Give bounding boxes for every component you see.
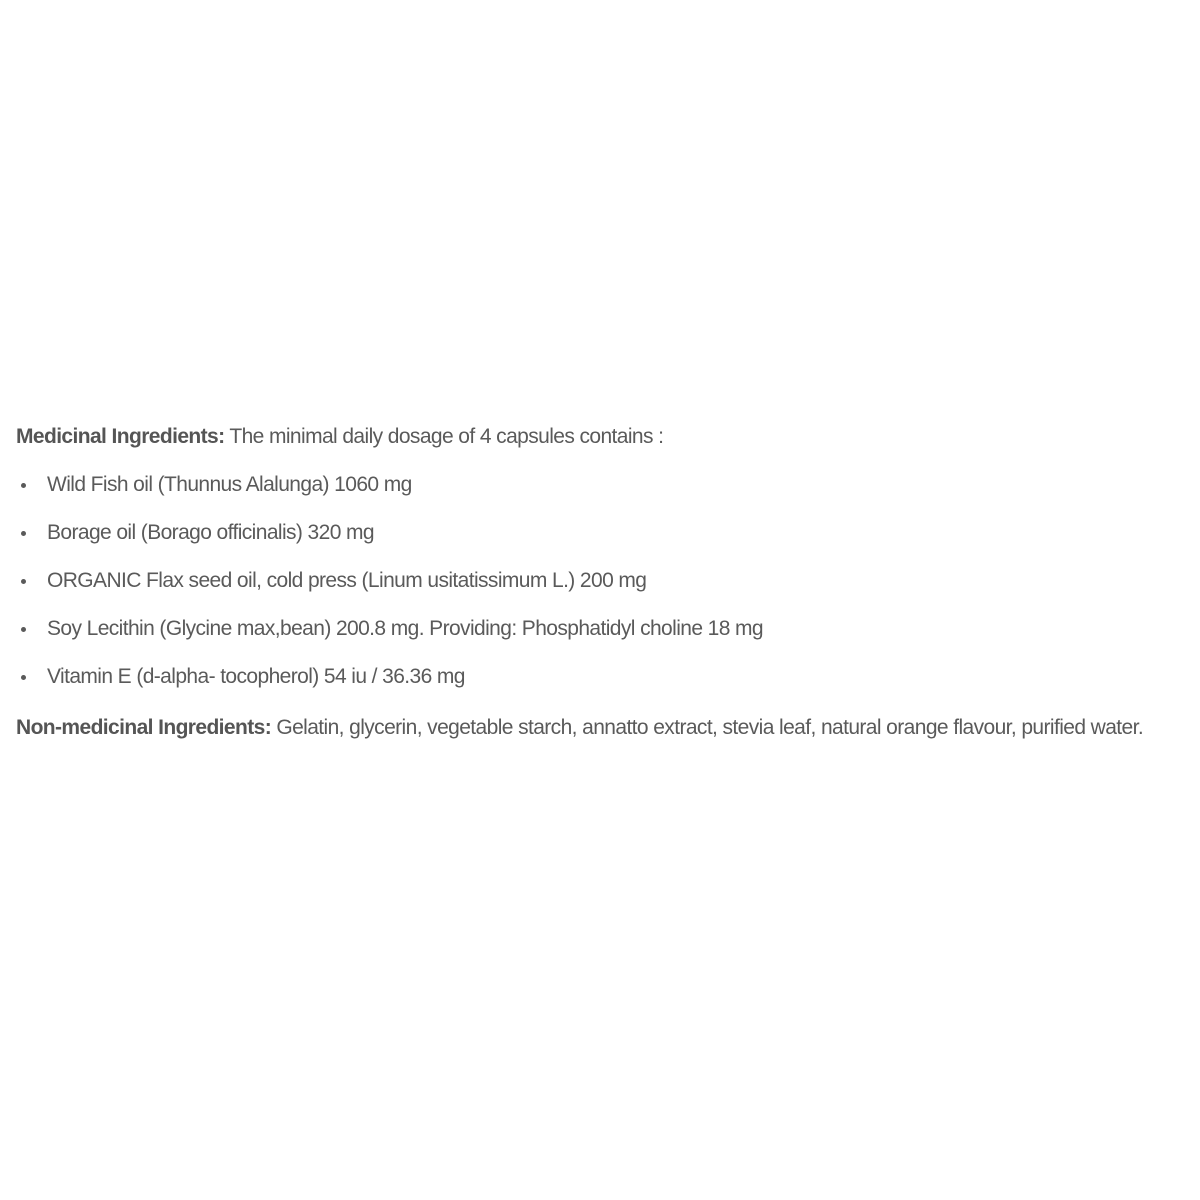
ingredient-text: Soy Lecithin (Glycine max,bean) 200.8 mg. Providing: Phosphatidyl choline 18 mg [47,617,764,640]
list-item [16,564,1186,598]
non-medicinal-paragraph [16,708,1186,748]
bullet-icon [21,579,26,584]
non-medicinal-label: Non-medicinal Ingredients: [16,716,272,739]
list-item [16,516,1186,550]
list-item [16,660,1186,694]
ingredient-text: ORGANIC Flax seed oil, cold press (Linum usitatissimum L.) 200 mg [47,569,647,592]
non-medicinal-text: Gelatin, glycerin, vegetable starch, annatto extract, stevia leaf, natural orange flavour, purified water. [271,716,1144,739]
bullet-icon [21,675,26,680]
list-item [16,468,1186,502]
medicinal-intro-text: The minimal daily dosage of 4 capsules contains : [224,425,664,448]
ingredient-text: Borage oil (Borago officinalis) 320 mg [47,521,375,544]
ingredient-text: Vitamin E (d-alpha- tocopherol) 54 iu / 36.36 mg [47,665,465,688]
ingredient-text: Wild Fish oil (Thunnus Alalunga) 1060 mg [47,473,412,496]
list-item [16,612,1186,646]
medicinal-intro [16,420,1186,454]
medicinal-label: Medicinal Ingredients: [16,425,225,448]
ingredients-section [16,420,1186,748]
medicinal-ingredients-list [16,468,1186,694]
bullet-icon [21,627,26,632]
bullet-icon [21,531,26,536]
bullet-icon [21,483,26,488]
